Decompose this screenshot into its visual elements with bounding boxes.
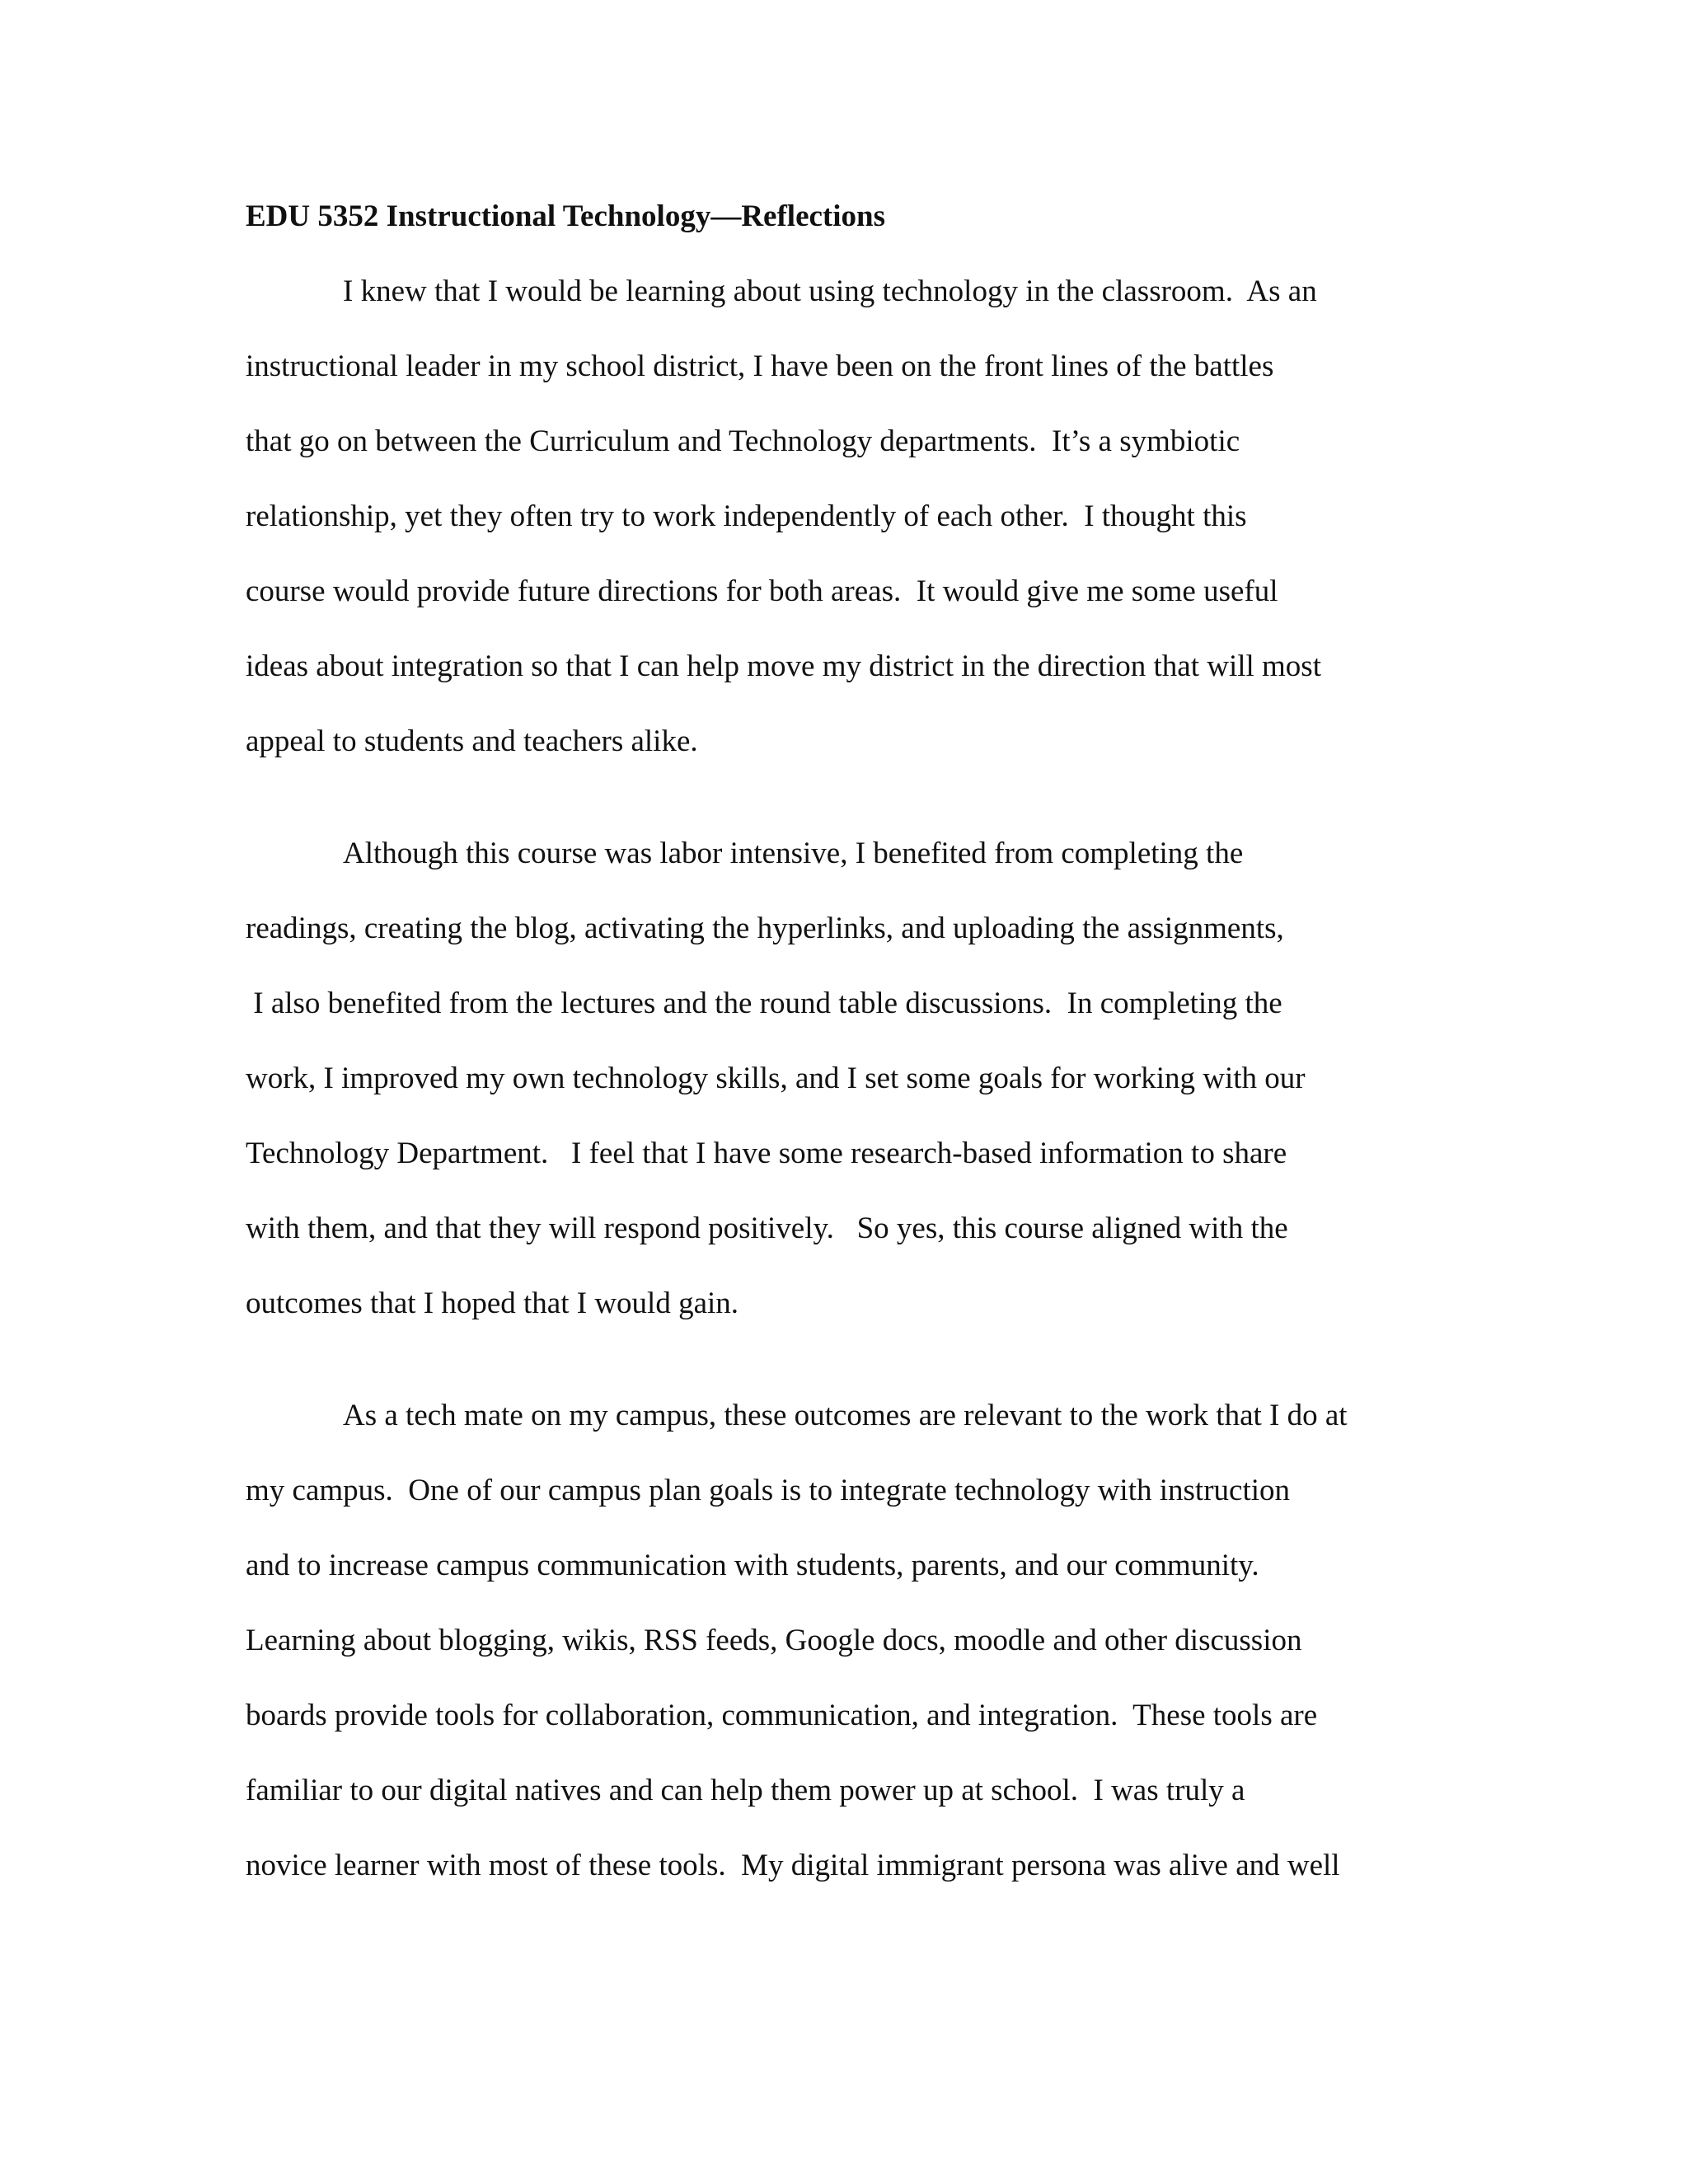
paragraph-3-line-5: boards provide tools for collaboration, communication, and integration. These tools are — [246, 1699, 1318, 1732]
paragraph-1-line-1: I knew that I would be learning about using technology in the classroom. As an — [343, 274, 1317, 308]
paragraph-3-line-1: As a tech mate on my campus, these outcomes are relevant to the work that I do at — [343, 1399, 1348, 1432]
paragraph-1-line-5: course would provide future directions for both areas. It would give me some useful — [246, 574, 1278, 608]
paragraph-2-line-6: with them, and that they will respond positively. So yes, this course aligned with the — [246, 1212, 1288, 1245]
paragraph-3-line-3: and to increase campus communication with students, parents, and our community. — [246, 1549, 1259, 1582]
paragraph-1-line-4: relationship, yet they often try to work independently of each other. I thought this — [246, 499, 1247, 533]
paragraph-2-line-2: readings, creating the blog, activating the hyperlinks, and uploading the assignments, — [246, 912, 1284, 945]
paragraph-3-line-7: novice learner with most of these tools. My digital immigrant persona was alive and well — [246, 1849, 1340, 1882]
paragraph-1-line-7: appeal to students and teachers alike. — [246, 724, 698, 758]
paragraph-2-line-5: Technology Department. I feel that I have some research-based information to share — [246, 1137, 1287, 1170]
document-title: EDU 5352 Instructional Technology—Reflections — [246, 199, 886, 233]
paragraph-3-line-6: familiar to our digital natives and can help them power up at school. I was truly a — [246, 1774, 1245, 1807]
paragraph-2-line-7: outcomes that I hoped that I would gain. — [246, 1286, 739, 1320]
paragraph-3-line-2: my campus. One of our campus plan goals is to integrate technology with instruction — [246, 1474, 1290, 1507]
paragraph-1-line-2: instructional leader in my school district, I have been on the front lines of the battles — [246, 349, 1274, 383]
paragraph-2-line-4: work, I improved my own technology skills, and I set some goals for working with our — [246, 1062, 1306, 1095]
paragraph-1-line-6: ideas about integration so that I can help move my district in the direction that will most — [246, 649, 1321, 683]
paragraph-2-line-3: I also benefited from the lectures and the round table discussions. In completing the — [246, 987, 1282, 1020]
paragraph-3-line-4: Learning about blogging, wikis, RSS feeds, Google docs, moodle and other discussion — [246, 1624, 1302, 1657]
paragraph-2-line-1: Although this course was labor intensive, I benefited from completing the — [343, 837, 1244, 870]
paragraph-1-line-3: that go on between the Curriculum and Technology departments. It’s a symbiotic — [246, 424, 1240, 458]
